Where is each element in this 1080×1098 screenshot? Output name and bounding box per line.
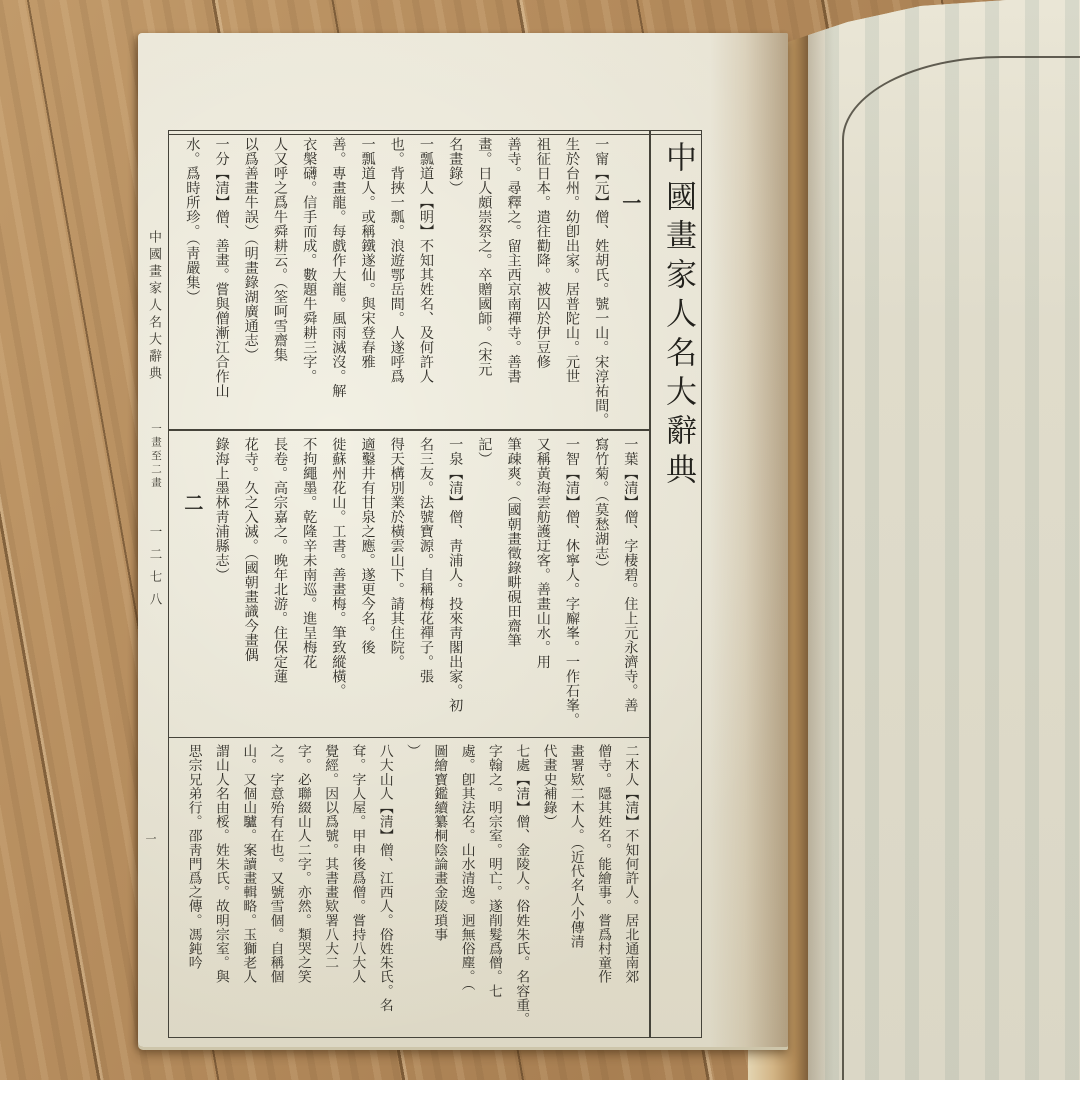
text-column: 以爲善畫牛誤）（明畫錄湖廣通志） bbox=[242, 137, 259, 362]
text-column: 又稱黃海雲舫護迂客。善畫山水。用 bbox=[534, 436, 551, 669]
text-column: 二木人【清】不知何許人。居北通南郊 bbox=[623, 744, 639, 984]
section-header: 一 bbox=[619, 193, 641, 213]
text-column: 也。背挾一瓢。浪遊鄂岳間。人遂呼爲 bbox=[388, 137, 405, 384]
text-column: 僧寺。隱其姓名。能繪事。嘗爲村童作 bbox=[596, 744, 612, 984]
text-column: 耷。字人屋。甲申後爲僧。嘗持八大人 bbox=[350, 744, 366, 984]
text-column: 之。字意殆有在也。又號雪個。自稱個 bbox=[268, 744, 284, 984]
text-column: 得天構別業於橫雲山下。請其住院。 bbox=[388, 436, 405, 669]
text-column: 圖繪寶鑑續纂桐陰論畫金陵瑣事 bbox=[432, 744, 448, 942]
text-column: 寫竹菊。（莫愁湖志） bbox=[593, 436, 610, 575]
text-column: 善。專畫龍。每戲作大龍。風雨滅沒。解 bbox=[330, 137, 347, 398]
text-column: 不拘繩墨。乾隆辛未南巡。進呈梅花 bbox=[301, 436, 318, 669]
text-column: 畫署欵二木人。（近代名人小傳清 bbox=[568, 744, 584, 949]
folio-mark: 一 bbox=[144, 833, 156, 844]
text-column: 一智【清】僧、休寧人。字廨峯。一作石峯。 bbox=[564, 436, 580, 727]
text-column: 七處【清】僧、金陵人。俗姓朱氏。名容重。 bbox=[514, 744, 530, 1027]
entries-band-1 bbox=[169, 131, 649, 429]
text-column: 覺經。因以爲號。其書畫欵署八大二 bbox=[323, 744, 339, 970]
text-column: 畫。日人頗崇祭之。卒贈國師。（宋元 bbox=[476, 137, 493, 377]
printed-frame bbox=[168, 130, 702, 1038]
text-column: 生於台州。幼卽出家。居普陀山。元世 bbox=[564, 137, 580, 384]
text-column: 字翰之。明宗室。明亡。遂削髮爲僧。七 bbox=[486, 744, 502, 998]
section-header: 二 bbox=[181, 492, 203, 512]
text-column: ） bbox=[405, 744, 421, 759]
text-column: 一瓢道人【明】不知其姓名、及何許人 bbox=[417, 137, 434, 384]
text-column: 名畫錄） bbox=[447, 137, 464, 195]
text-column: 水。爲時所珍。（靑嚴集） bbox=[184, 137, 201, 304]
section-range: 一畫至二畫 bbox=[150, 423, 161, 491]
running-title: 中國畫家人名大辭典 bbox=[147, 230, 162, 383]
text-column: 一分【清】僧、善畫。嘗與僧漸江合作山 bbox=[213, 137, 230, 398]
entries-area bbox=[169, 131, 649, 1037]
text-column: 人又呼之爲牛舜耕云。（筌呵雪齋集 bbox=[271, 137, 288, 362]
text-column: 記） bbox=[476, 436, 493, 466]
text-column: 名三友。法號寶源。自稱梅花禪子。張 bbox=[417, 436, 434, 684]
entries-band-2 bbox=[169, 431, 649, 737]
text-column: 衣槃礴。信手而成。數題牛舜耕三字。 bbox=[301, 137, 318, 384]
text-column: 長卷。高宗嘉之。晚年北游。住保定蓮 bbox=[271, 436, 288, 684]
entries-band-3 bbox=[169, 738, 649, 1037]
text-column: 字。必聯綴山人二字。亦然。類哭之笑 bbox=[295, 744, 311, 984]
text-column: 山。又個山驢。案讀畫輯略。玉獅老人 bbox=[241, 744, 257, 984]
text-column: 一葉【清】僧、字棲碧。住上元永濟寺。善 bbox=[622, 436, 639, 713]
text-column: 徙蘇州花山。工書。善畫梅。筆致縱橫。 bbox=[330, 436, 347, 698]
text-column: 筆疎爽。（國朝畫徵錄畊硯田齋筆 bbox=[505, 436, 522, 647]
text-column: 思宗兄弟行。邵靑門爲之傳。馮鈍吟 bbox=[186, 744, 202, 970]
text-column: 錄海上墨林靑浦縣志） bbox=[213, 436, 230, 582]
text-column: 代畫史補錄） bbox=[541, 744, 557, 829]
text-column: 八大山人【清】僧、江西人。俗姓朱氏。名 bbox=[377, 744, 393, 1013]
text-column: 一泉【清】僧、靑浦人。投來靑閣出家。初 bbox=[447, 436, 464, 713]
text-column: 祖征日本。遣往勸降。被囚於伊豆修 bbox=[534, 137, 551, 369]
gutter-shadow bbox=[710, 33, 788, 1047]
facing-page bbox=[808, 0, 1080, 1080]
book-right-side bbox=[748, 0, 1080, 1080]
text-column: 一甯【元】僧、姓胡氏。號一山。宋淳祐間。 bbox=[593, 137, 610, 427]
book-title: 中國畫家人名大辭典 bbox=[661, 141, 696, 492]
page-number: 一二七八 bbox=[148, 525, 162, 615]
text-column: 謂山人名由桵。姓朱氏。故明宗室。與 bbox=[213, 744, 229, 984]
text-column: 一瓢道人。或稱鐵遂仙。與宋登春雅 bbox=[359, 137, 376, 369]
dictionary-page bbox=[138, 33, 788, 1047]
facing-page-frame-line bbox=[842, 56, 1080, 1098]
text-column: 善寺。尋釋之。留主西京南禪寺。善書 bbox=[505, 137, 522, 384]
outer-margin bbox=[138, 33, 168, 1047]
text-column: 花寺。久之入滅。（國朝畫識今畫偶 bbox=[242, 436, 259, 662]
text-column: 適鑿井有甘泉之應。遂更今名。後 bbox=[359, 436, 376, 655]
text-column: 處。卽其法名。山水清逸。迥無俗塵。（ bbox=[459, 744, 475, 992]
